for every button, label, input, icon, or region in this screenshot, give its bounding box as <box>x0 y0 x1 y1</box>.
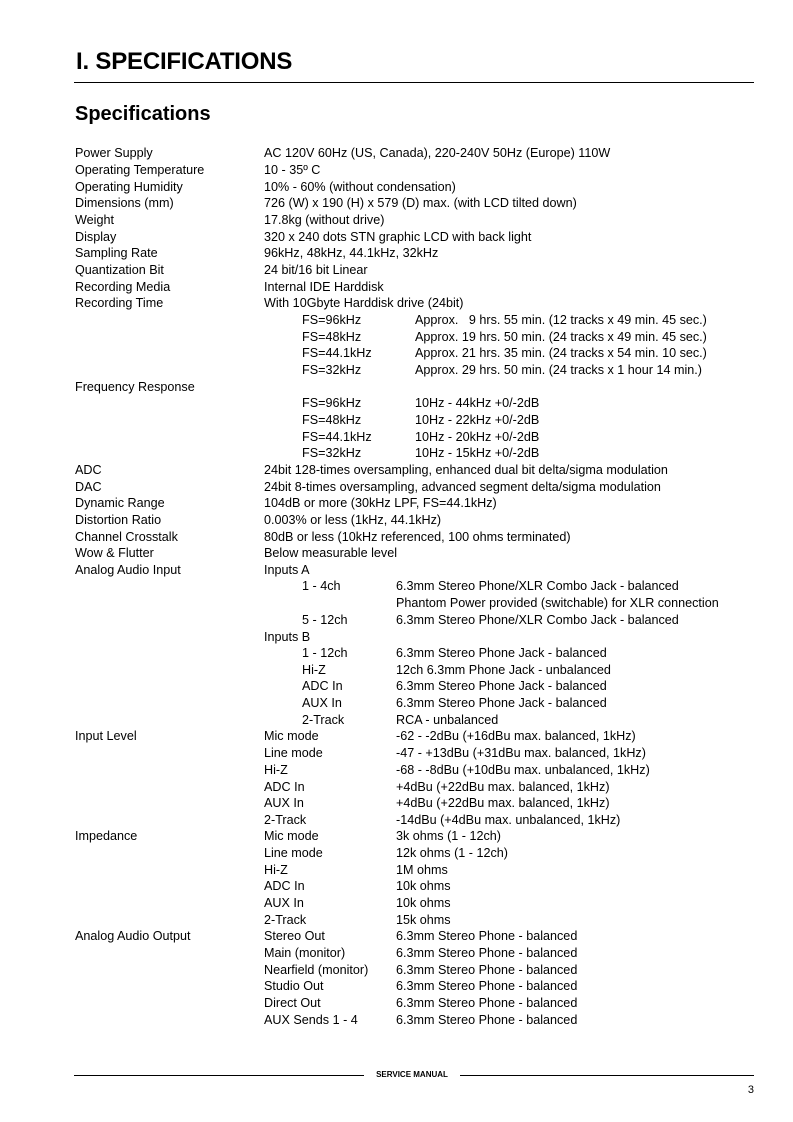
spec-label: DAC <box>75 480 102 494</box>
spec-subrow <box>0 362 793 379</box>
spec-value: 12ch 6.3mm Phone Jack - unbalanced <box>396 663 611 677</box>
spec-value: Approx. 21 hrs. 35 min. (24 tracks x 54 min. 10 sec.) <box>415 346 707 360</box>
spec-label: Recording Time <box>75 296 164 310</box>
spec-value: 6.3mm Stereo Phone - balanced <box>396 979 578 993</box>
spec-value: Approx. 9 hrs. 55 min. (12 tracks x 49 min. 45 sec.) <box>415 313 707 327</box>
spec-sublabel: ADC In <box>302 679 343 693</box>
spec-sublabel: Nearfield (monitor) <box>264 963 369 977</box>
spec-value: Approx. 29 hrs. 50 min. (24 tracks x 1 hour 14 min.) <box>415 363 702 377</box>
spec-sublabel: Main (monitor) <box>264 946 346 960</box>
spec-value: 17.8kg (without drive) <box>264 213 385 227</box>
spec-value: 24bit 128-times oversampling, enhanced dual bit delta/sigma modulation <box>264 463 668 477</box>
spec-label: Quantization Bit <box>75 263 164 277</box>
spec-sublabel: 2-Track <box>264 813 307 827</box>
spec-row <box>0 262 793 279</box>
spec-value: 15k ohms <box>396 913 451 927</box>
spec-value: 10% - 60% (without condensation) <box>264 180 456 194</box>
spec-sublabel: AUX In <box>302 696 342 710</box>
spec-subrow <box>0 878 793 895</box>
spec-row <box>0 295 793 312</box>
spec-label: Channel Crosstalk <box>75 530 178 544</box>
spec-value: 6.3mm Stereo Phone - balanced <box>396 963 578 977</box>
spec-value: -14dBu (+4dBu max. unbalanced, 1kHz) <box>396 813 621 827</box>
spec-value: Inputs B <box>264 630 311 644</box>
spec-subrow <box>0 995 793 1012</box>
spec-row <box>0 179 793 196</box>
spec-sublabel: 2-Track <box>302 713 345 727</box>
spec-subrow <box>0 712 793 729</box>
spec-sublabel: FS=96kHz <box>302 313 362 327</box>
spec-subrow <box>0 978 793 995</box>
spec-value: 24 bit/16 bit Linear <box>264 263 368 277</box>
spec-value: 6.3mm Stereo Phone/XLR Combo Jack - balanced <box>396 613 679 627</box>
spec-subrow <box>0 745 793 762</box>
spec-row <box>0 145 793 162</box>
spec-value: 6.3mm Stereo Phone Jack - balanced <box>396 646 607 660</box>
spec-value: Internal IDE Harddisk <box>264 280 384 294</box>
spec-subrow <box>0 779 793 796</box>
spec-label: Dimensions (mm) <box>75 196 174 210</box>
spec-label: Input Level <box>75 729 137 743</box>
spec-value: 3k ohms (1 - 12ch) <box>396 829 501 843</box>
spec-subrow <box>0 845 793 862</box>
spec-value: RCA - unbalanced <box>396 713 499 727</box>
spec-value: Approx. 19 hrs. 50 min. (24 tracks x 49 min. 45 sec.) <box>415 330 707 344</box>
spec-label: Wow & Flutter <box>75 546 154 560</box>
spec-sublabel: Hi-Z <box>264 863 288 877</box>
spec-value: +4dBu (+22dBu max. balanced, 1kHz) <box>396 796 610 810</box>
spec-value: 80dB or less (10kHz referenced, 100 ohms terminated) <box>264 530 571 544</box>
spec-row <box>0 529 793 546</box>
spec-subrow <box>0 812 793 829</box>
spec-subrow <box>0 695 793 712</box>
spec-sublabel: Hi-Z <box>302 663 326 677</box>
spec-label: Sampling Rate <box>75 246 158 260</box>
spec-subrow <box>0 895 793 912</box>
spec-row <box>0 545 793 562</box>
title-divider <box>74 82 754 83</box>
spec-sublabel: ADC In <box>264 780 305 794</box>
spec-sublabel: Direct Out <box>264 996 321 1010</box>
spec-row <box>0 495 793 512</box>
spec-sublabel: 2-Track <box>264 913 307 927</box>
page-number: 3 <box>747 1084 754 1096</box>
spec-sublabel: Stereo Out <box>264 929 325 943</box>
spec-row <box>0 512 793 529</box>
spec-sublabel: FS=44.1kHz <box>302 346 372 360</box>
spec-row <box>0 279 793 296</box>
spec-label: Frequency Response <box>75 380 195 394</box>
spec-value: Below measurable level <box>264 546 398 560</box>
spec-sublabel: FS=96kHz <box>302 396 362 410</box>
spec-sublabel: FS=32kHz <box>302 446 362 460</box>
spec-label: Distortion Ratio <box>75 513 162 527</box>
spec-subrow <box>0 329 793 346</box>
spec-sublabel: Mic mode <box>264 829 319 843</box>
spec-sublabel: AUX In <box>264 796 304 810</box>
spec-sublabel: ADC In <box>264 879 305 893</box>
spec-sublabel: FS=32kHz <box>302 363 362 377</box>
spec-value: 6.3mm Stereo Phone - balanced <box>396 996 578 1010</box>
spec-label: Analog Audio Input <box>75 563 181 577</box>
spec-value: 726 (W) x 190 (H) x 579 (D) max. (with LCD tilted down) <box>264 196 577 210</box>
spec-row <box>0 828 793 845</box>
spec-sublabel: Line mode <box>264 746 323 760</box>
spec-subrow <box>0 962 793 979</box>
spec-row <box>0 479 793 496</box>
spec-row <box>0 462 793 479</box>
spec-subrow <box>0 429 793 446</box>
spec-value: +4dBu (+22dBu max. balanced, 1kHz) <box>396 780 610 794</box>
spec-label: Display <box>75 230 117 244</box>
footer-divider-left <box>74 1075 364 1076</box>
spec-value: 104dB or more (30kHz LPF, FS=44.1kHz) <box>264 496 497 510</box>
spec-value: 320 x 240 dots STN graphic LCD with back light <box>264 230 532 244</box>
spec-sublabel: 1 - 4ch <box>302 579 341 593</box>
spec-value: AC 120V 60Hz (US, Canada), 220-240V 50Hz (Europe) 110W <box>264 146 611 160</box>
spec-row <box>0 162 793 179</box>
spec-sublabel: FS=44.1kHz <box>302 430 372 444</box>
spec-row <box>0 928 793 945</box>
spec-row <box>0 629 793 646</box>
spec-value: -47 - +13dBu (+31dBu max. balanced, 1kHz) <box>396 746 646 760</box>
spec-subrow <box>0 678 793 695</box>
spec-row <box>0 379 793 396</box>
spec-value: 6.3mm Stereo Phone Jack - balanced <box>396 679 607 693</box>
spec-value: 6.3mm Stereo Phone - balanced <box>396 946 578 960</box>
footer-label: SERVICE MANUAL <box>376 1070 448 1079</box>
spec-subrow <box>0 862 793 879</box>
spec-subrow <box>0 1012 793 1029</box>
spec-value: 96kHz, 48kHz, 44.1kHz, 32kHz <box>264 246 439 260</box>
spec-value: 6.3mm Stereo Phone - balanced <box>396 929 578 943</box>
spec-row <box>0 195 793 212</box>
spec-value: With 10Gbyte Harddisk drive (24bit) <box>264 296 464 310</box>
spec-subrow <box>0 595 793 612</box>
spec-value: 6.3mm Stereo Phone Jack - balanced <box>396 696 607 710</box>
spec-value: 10k ohms <box>396 879 451 893</box>
spec-sublabel: Hi-Z <box>264 763 288 777</box>
spec-subrow <box>0 578 793 595</box>
spec-value: 0.003% or less (1kHz, 44.1kHz) <box>264 513 442 527</box>
spec-row <box>0 562 793 579</box>
spec-value: 6.3mm Stereo Phone - balanced <box>396 1013 578 1027</box>
spec-subrow <box>0 312 793 329</box>
spec-value: 10Hz - 15kHz +0/-2dB <box>415 446 540 460</box>
section-title: I. SPECIFICATIONS <box>76 48 293 75</box>
spec-subrow <box>0 612 793 629</box>
spec-label: Dynamic Range <box>75 496 165 510</box>
spec-subrow <box>0 762 793 779</box>
spec-sublabel: 5 - 12ch <box>302 613 348 627</box>
spec-label: Operating Humidity <box>75 180 183 194</box>
spec-value: 10k ohms <box>396 896 451 910</box>
spec-value: 1M ohms <box>396 863 448 877</box>
spec-subrow <box>0 445 793 462</box>
spec-value: 10Hz - 20kHz +0/-2dB <box>415 430 540 444</box>
spec-sublabel: FS=48kHz <box>302 330 362 344</box>
spec-value: 24bit 8-times oversampling, advanced segment delta/sigma modulation <box>264 480 661 494</box>
spec-label: Recording Media <box>75 280 171 294</box>
spec-row <box>0 245 793 262</box>
spec-label: Impedance <box>75 829 138 843</box>
spec-value: 10 - 35º C <box>264 163 321 177</box>
spec-subrow <box>0 662 793 679</box>
spec-sublabel: Studio Out <box>264 979 324 993</box>
spec-subrow <box>0 795 793 812</box>
page-subtitle: Specifications <box>75 103 211 125</box>
spec-sublabel: AUX In <box>264 896 304 910</box>
spec-value: 12k ohms (1 - 12ch) <box>396 846 508 860</box>
spec-sublabel: FS=48kHz <box>302 413 362 427</box>
spec-row <box>0 212 793 229</box>
spec-label: Analog Audio Output <box>75 929 191 943</box>
spec-subrow <box>0 912 793 929</box>
spec-sublabel: AUX Sends 1 - 4 <box>264 1013 358 1027</box>
spec-label: Operating Temperature <box>75 163 205 177</box>
spec-label: Weight <box>75 213 114 227</box>
spec-subrow <box>0 395 793 412</box>
spec-subrow <box>0 345 793 362</box>
spec-value: -68 - -8dBu (+10dBu max. unbalanced, 1kHz) <box>396 763 650 777</box>
spec-label: ADC <box>75 463 102 477</box>
spec-row <box>0 229 793 246</box>
spec-value: 10Hz - 22kHz +0/-2dB <box>415 413 540 427</box>
spec-value: Inputs A <box>264 563 310 577</box>
spec-value: -62 - -2dBu (+16dBu max. balanced, 1kHz) <box>396 729 636 743</box>
spec-subrow <box>0 945 793 962</box>
spec-value: Phantom Power provided (switchable) for XLR connection <box>396 596 719 610</box>
spec-label: Power Supply <box>75 146 153 160</box>
spec-sublabel: Line mode <box>264 846 323 860</box>
spec-sublabel: Mic mode <box>264 729 319 743</box>
spec-value: 6.3mm Stereo Phone/XLR Combo Jack - balanced <box>396 579 679 593</box>
spec-subrow <box>0 645 793 662</box>
spec-sublabel: 1 - 12ch <box>302 646 348 660</box>
spec-subrow <box>0 412 793 429</box>
spec-row <box>0 728 793 745</box>
spec-value: 10Hz - 44kHz +0/-2dB <box>415 396 540 410</box>
footer-divider-right <box>460 1075 754 1076</box>
